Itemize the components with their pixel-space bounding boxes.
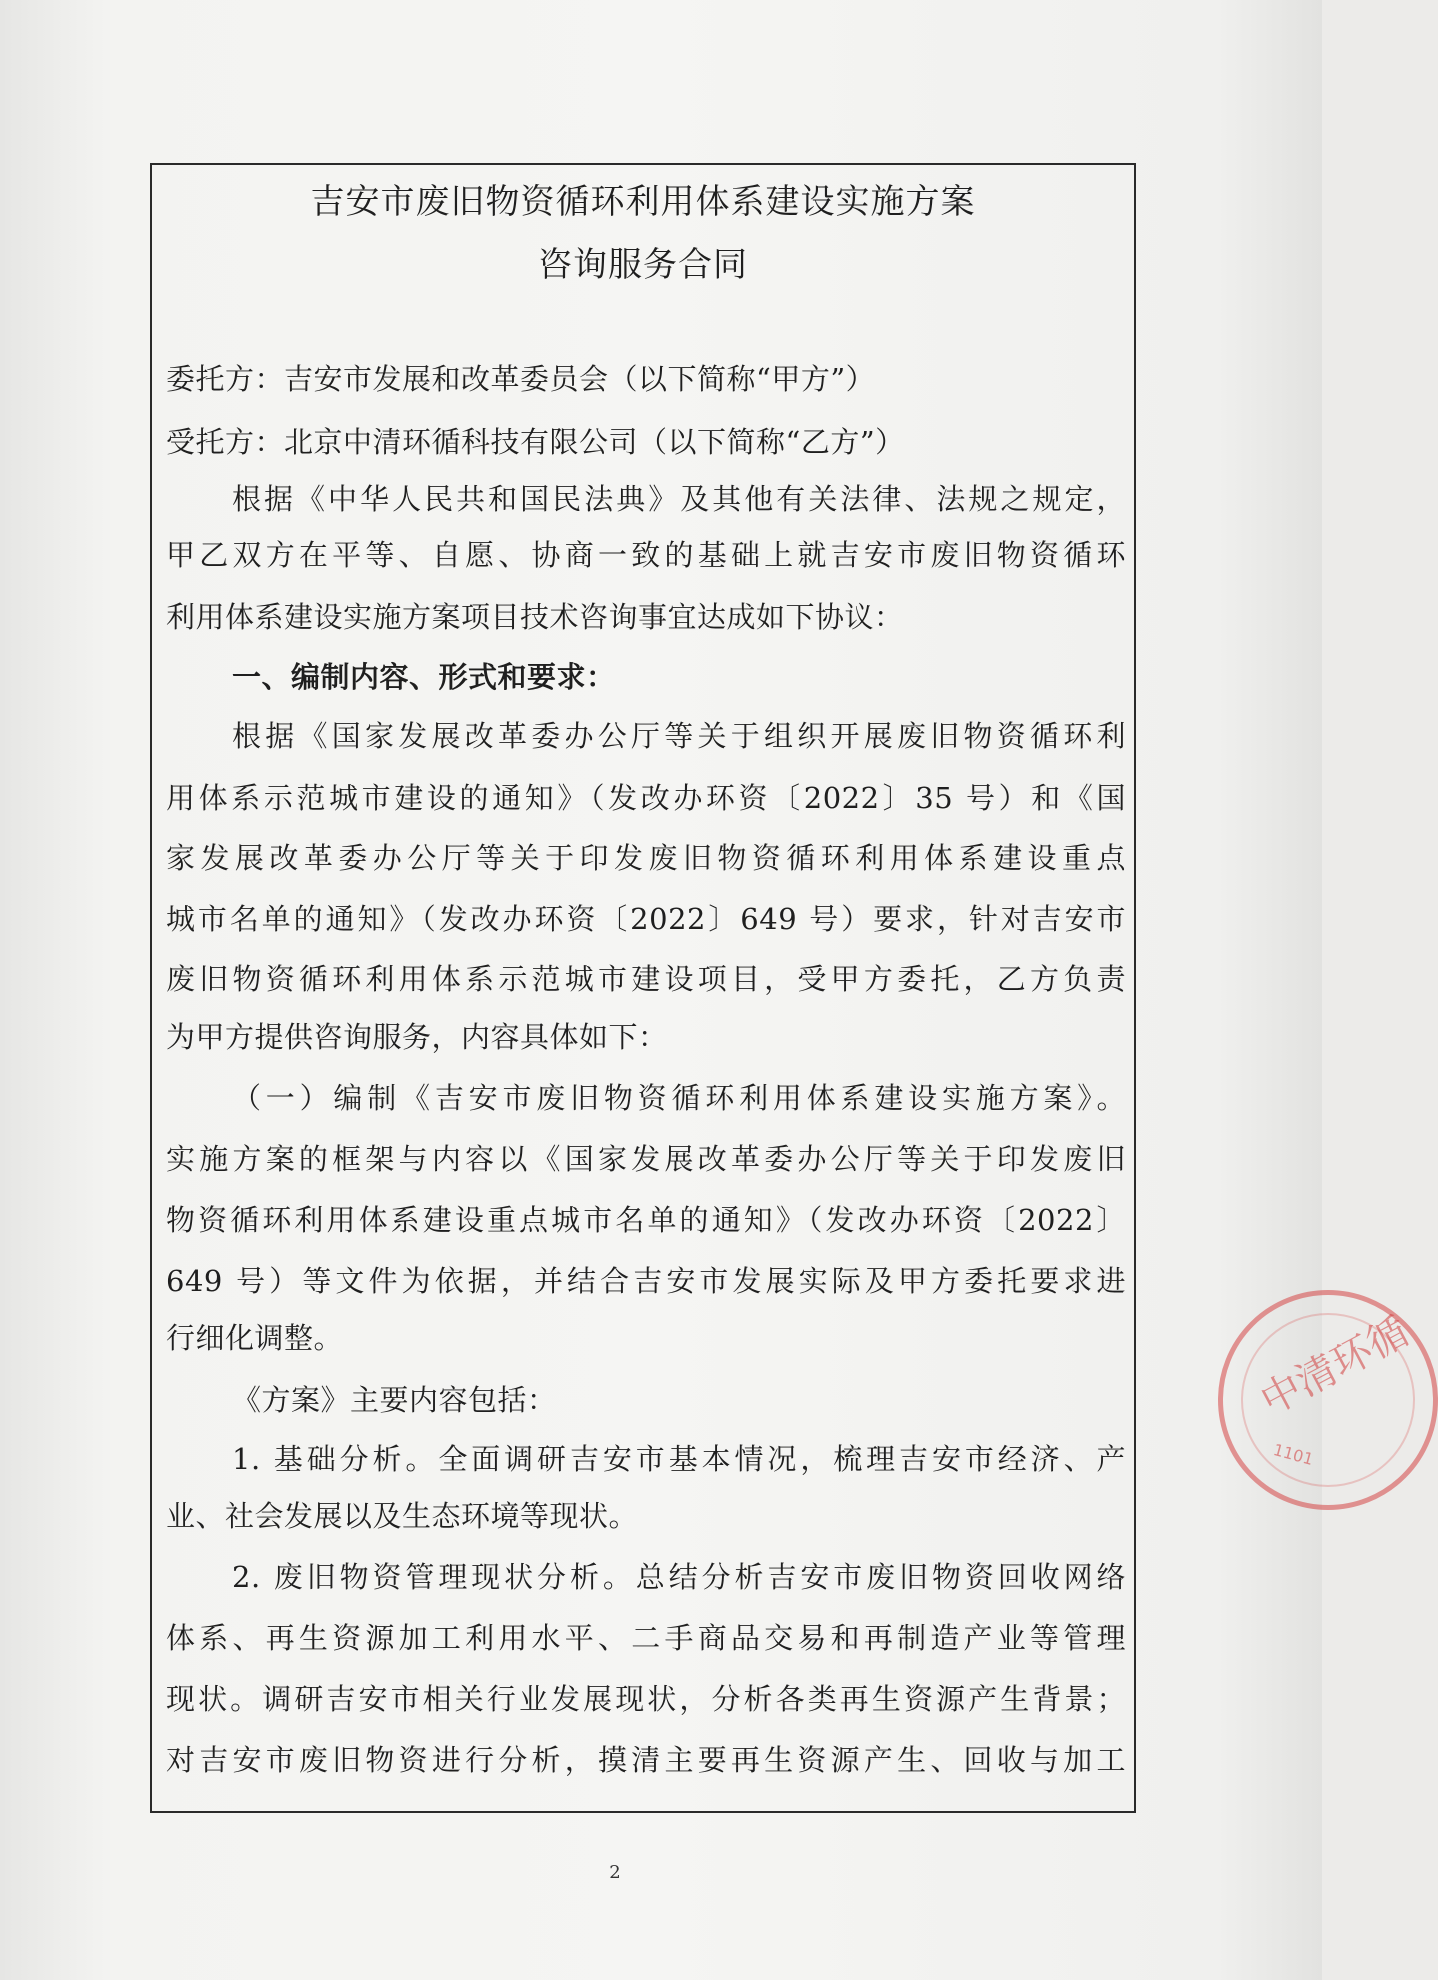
section1-line: 废旧物资循环利用体系示范城市建设项目，受甲方委托，乙方负责 [166,962,1126,996]
point1-line: 业、社会发展以及生态环境等现状。 [166,1499,639,1533]
point2-line: 体系、再生资源加工利用水平、二手商品交易和再制造产业等管理 [166,1621,1126,1655]
preamble-line: 甲乙双方在平等、自愿、协商一致的基础上就吉安市废旧物资循环 [166,538,1126,572]
section1-line: 根据《国家发展改革委办公厅等关于组织开展废旧物资循环利 [232,719,1126,753]
section1-heading: 一、编制内容、形式和要求： [232,660,616,694]
document-title-line1: 吉安市废旧物资循环利用体系建设实施方案 [310,182,976,222]
item1-line: 实施方案的框架与内容以《国家发展改革委办公厅等关于印发废旧 [166,1142,1126,1176]
section1-line: 城市名单的通知》（发改办环资〔2022〕649 号）要求，针对吉安市 [166,902,1126,936]
point2-line: 对吉安市废旧物资进行分析，摸清主要再生资源产生、回收与加工 [166,1743,1126,1777]
point1-line: 1. 基础分析。全面调研吉安市基本情况，梳理吉安市经济、产 [232,1442,1126,1476]
document-title-line2: 咨询服务合同 [538,245,748,285]
red-seal-stamp [1218,1290,1438,1510]
item1-line: 649 号）等文件为依据，并结合吉安市发展实际及甲方委托要求进 [166,1264,1126,1298]
seal-text: 中清环循 [1253,1308,1417,1425]
point2-line: 现状。调研吉安市相关行业发展现状，分析各类再生资源产生背景； [166,1682,1126,1716]
page-number: 2 [609,1862,621,1883]
section1-line: 为甲方提供咨询服务，内容具体如下： [166,1020,668,1054]
section1-line: 家发展改革委办公厅等关于印发废旧物资循环利用体系建设重点 [166,841,1126,875]
item1-line: 行细化调整。 [166,1321,344,1355]
item1-line: 物资循环利用体系建设重点城市名单的通知》（发改办环资〔2022〕 [166,1203,1126,1237]
plan-intro: 《方案》主要内容包括： [232,1383,557,1417]
seal-number: 1101 [1271,1440,1316,1469]
item1-line: （一）编制《吉安市废旧物资循环利用体系建设实施方案》。 [232,1081,1126,1115]
contractor-line: 受托方：北京中清环循科技有限公司（以下简称“乙方”） [166,425,905,459]
point2-line: 2. 废旧物资管理现状分析。总结分析吉安市废旧物资回收网络 [232,1560,1126,1594]
preamble-line: 根据《中华人民共和国民法典》及其他有关法律、法规之规定， [232,482,1126,516]
client-line: 委托方：吉安市发展和改革委员会（以下简称“甲方”） [166,362,876,396]
section1-line: 用体系示范城市建设的通知》（发改办环资〔2022〕35 号）和《国 [166,781,1126,815]
preamble-line: 利用体系建设实施方案项目技术咨询事宜达成如下协议： [166,600,904,634]
